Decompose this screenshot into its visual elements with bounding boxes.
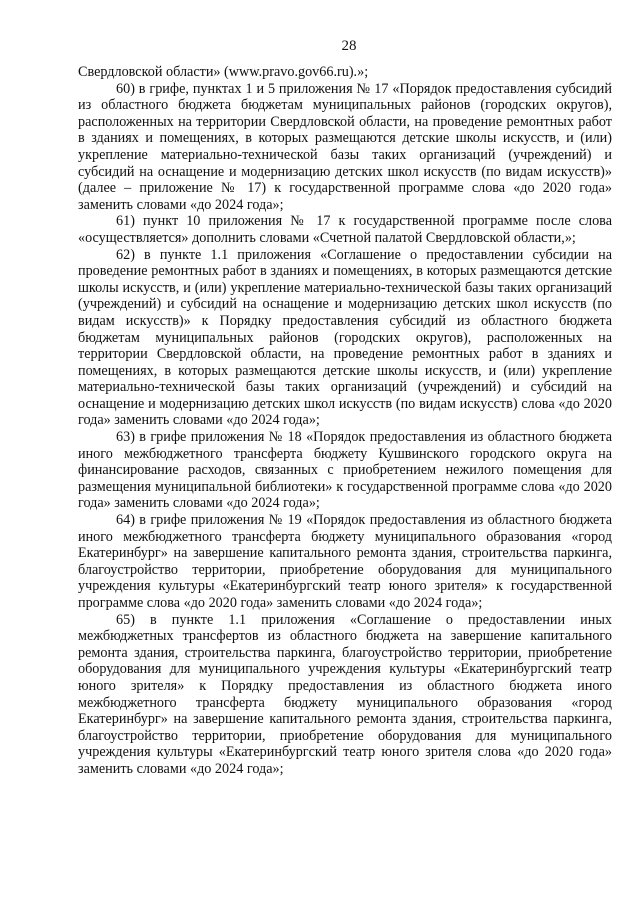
paragraph-item-60: 60) в грифе, пунктах 1 и 5 приложения № 17 «Порядок предоставления субсидий из областного бюджета бюджетам муниципальных районов (городских округов), расположенных на территории Свердловской области, на проведение ремонтных работ в зданиях и помещениях, в которых размещаются детские школы искусств, и (или) укрепление материально-технической базы таких организаций (учреждений) и субсидий на оснащение и модернизацию детских школ искусств (по видам искусств)» (далее – приложение № 17) к государственной программе слова «до 2020 года» заменить словами «до 2024 года»; xyxy=(78,80,612,213)
paragraph-item-63: 63) в грифе приложения № 18 «Порядок предоставления из областного бюджета иного межбюджетного трансферта бюджету Кушвинского городского округа на финансирование расходов, связанных с приобретением нежилого помещения для размещения муниципальной библиотеки» к государственной программе слова «до 2020 года» заменить словами «до 2024 года»; xyxy=(78,429,612,512)
page-number: 28 xyxy=(341,38,357,54)
paragraph-item-65: 65) в пункте 1.1 приложения «Соглашение о предоставлении иных межбюджетных трансфертов из областного бюджета на завершение капитального ремонта здания, строительства паркинга, благоустройство территории, приобретение оборудования для муниципального учреждения культуры «Екатеринбургский театр юного зрителя» к Порядку предоставления из областного бюджета иного межбюджетного трансферта бюджету муниципального образования «город Екатеринбург» на завершение капитального ремонта здания, строительства паркинга, благоустройство территории, приобретение оборудования для муниципального учреждения культуры «Екатеринбургский театр юного зрителя слова «до 2020 года» заменить словами «до 2024 года»; xyxy=(78,611,612,777)
paragraph-item-61: 61) пункт 10 приложения № 17 к государственной программе после слова «осуществляется» дополнить словами «Счетной палатой Свердловской области,»; xyxy=(78,213,612,246)
paragraph-continuation: Свердловской области» (www.pravo.gov66.ru).»; xyxy=(78,64,369,80)
paragraph-item-62: 62) в пункте 1.1 приложения «Соглашение о предоставлении субсидии на проведение ремонтных работ в зданиях и помещениях, в которых размещаются детские школы искусств, и (или) укрепление материально-технической базы таких организаций (учреждений) и субсидий на оснащение и модернизацию детских школ искусств (по видам искусств)» к Порядку предоставления субсидий из областного бюджета бюджетам муниципальных районов (городских округов), расположенных на территории Свердловской области, на проведение ремонтных работ в зданиях и помещениях, в которых размещаются детские школы искусств, и (или) укрепление материально-технической базы таких организаций (учреждений) и субсидий на оснащение и модернизацию детских школ искусств (по видам искусств) слова «до 2020 года» заменить словами «до 2024 года»; xyxy=(78,246,612,429)
paragraph-item-64: 64) в грифе приложения № 19 «Порядок предоставления из областного бюджета иного межбюджетного трансферта бюджету муниципального образования «город Екатеринбург» на завершение капитального ремонта здания, строительства паркинга, благоустройство территории, приобретение оборудования для муниципального учреждения культуры «Екатеринбургский театр юного зрителя» к государственной программе слова «до 2020 года» заменить словами «до 2024 года»; xyxy=(78,512,612,611)
